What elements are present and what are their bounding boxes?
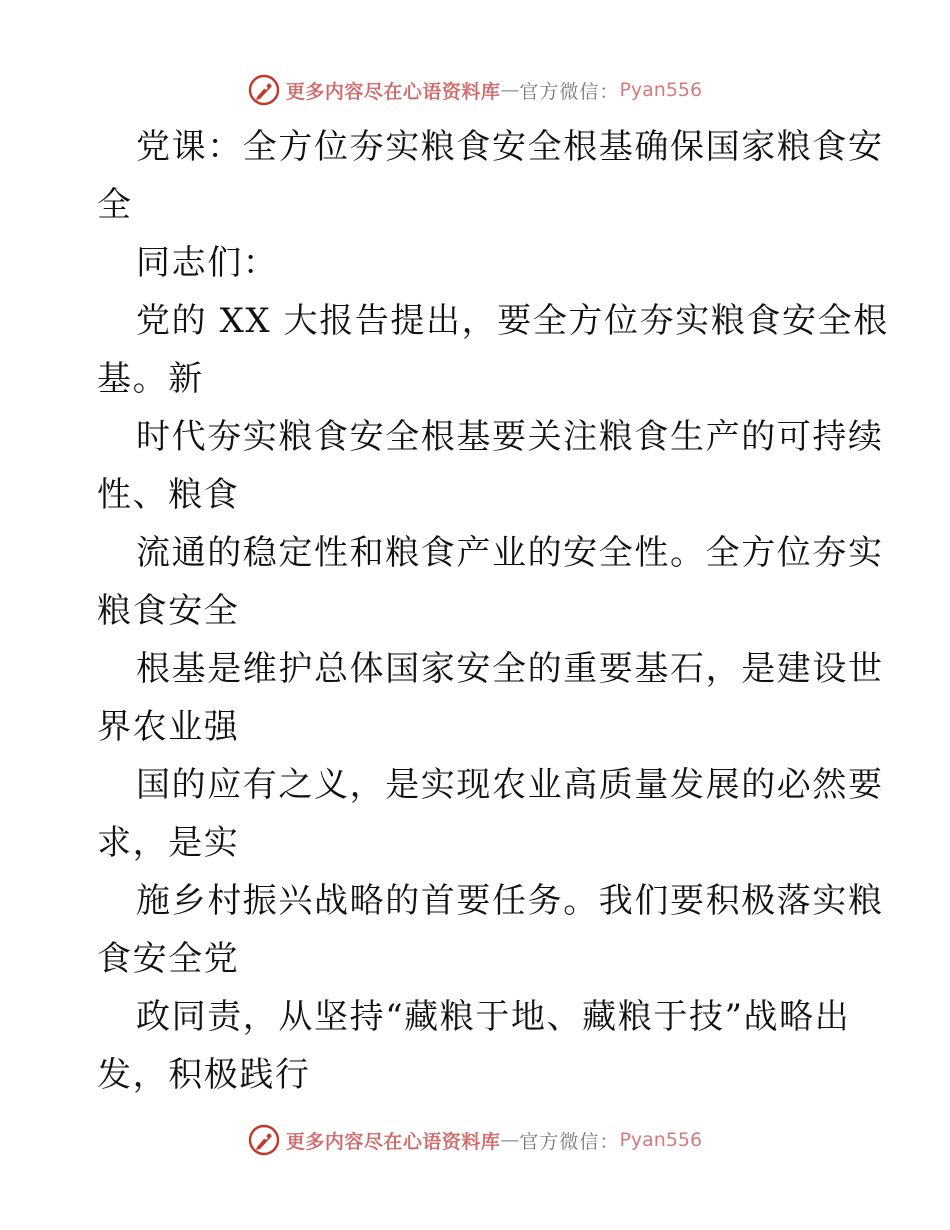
doc-text-line: 性、粮食 [97,475,240,515]
doc-text-line: 时代夯实粮食安全根基要关注粮食生产的可持续 [136,417,884,457]
doc-text-line: 粮食安全 [97,591,240,631]
doc-text-line: 党的 XX 大报告提出，要全方位夯实粮食安全根 [136,301,889,341]
banner-wechat-id: Pyan556 [619,1129,703,1151]
banner-wechat-label: 官方微信： [519,80,620,103]
doc-title-line-2: 全 [97,185,133,225]
doc-text-line: 基。新 [97,359,204,399]
doc-text-line: 界农业强 [97,707,240,747]
doc-text-line: 施乡村振兴战略的首要任务。我们要积极落实粮 [136,881,884,921]
banner-wechat-label: 官方微信： [519,1130,620,1153]
banner-brand: 更多内容尽在心语资料库 [285,80,501,103]
doc-text-line: 国的应有之义，是实现农业高质量发展的必然要 [136,765,884,805]
pen-nib-logo-icon [248,1124,280,1156]
doc-text-line: 流通的稳定性和粮食产业的安全性。全方位夯实 [136,533,884,573]
doc-text-line: 求，是实 [97,823,240,863]
header-banner [0,70,950,110]
doc-text-line: 食安全党 [97,939,240,979]
banner-wechat-id: Pyan556 [619,79,703,101]
banner-brand: 更多内容尽在心语资料库 [285,1130,501,1153]
doc-text-line: 根基是维护总体国家安全的重要基石，是建设世 [136,649,884,689]
banner-separator: — [500,1129,520,1151]
pen-nib-logo-icon [248,74,280,106]
banner-separator: — [500,79,520,101]
footer-banner [0,1120,950,1160]
doc-text-line: 发，积极践行 [97,1055,311,1095]
doc-salutation: 同志们： [136,243,279,283]
doc-title-line-1: 党课：全方位夯实粮食安全根基确保国家粮食安 [136,127,884,167]
doc-text-line: 政同责，从坚持“藏粮于地、藏粮于技”战略出 [136,997,851,1037]
